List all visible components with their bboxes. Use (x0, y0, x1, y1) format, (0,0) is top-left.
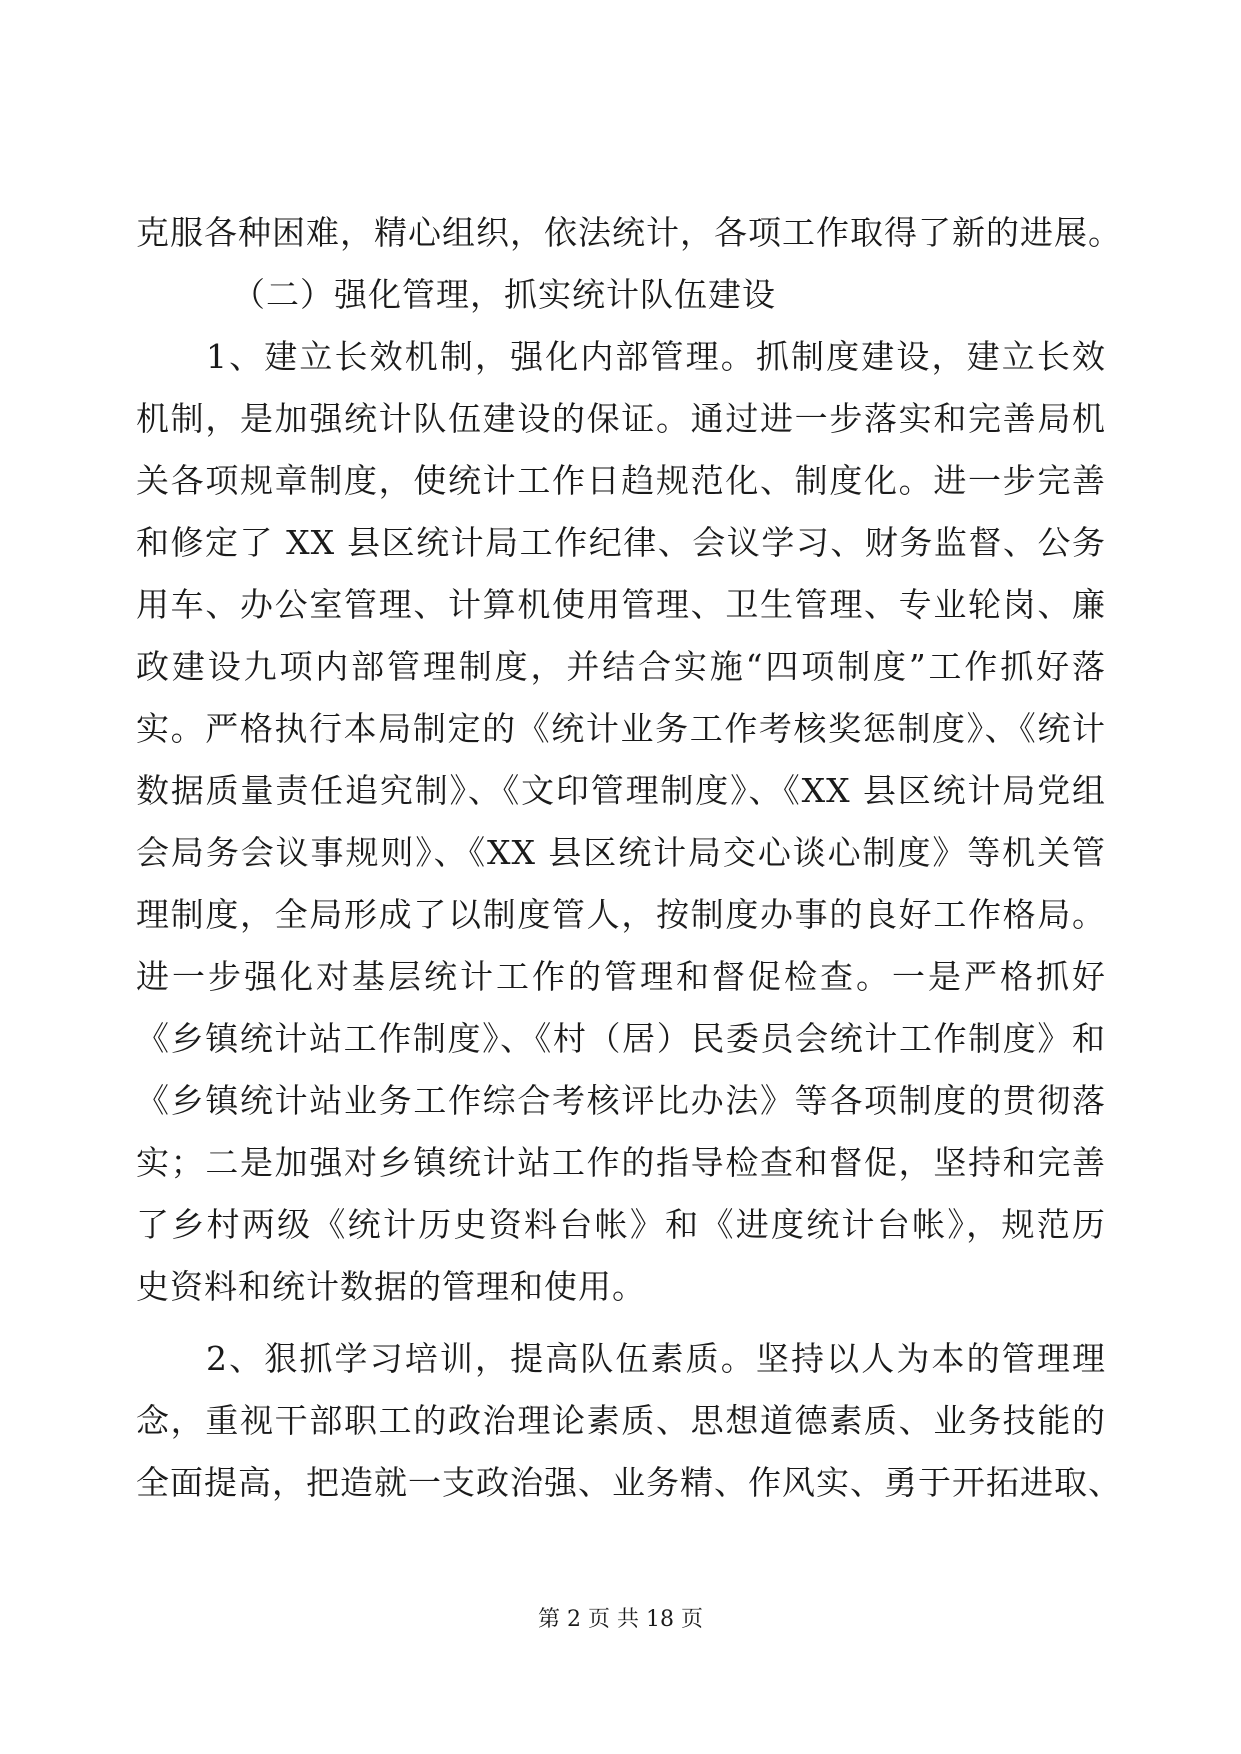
paragraph-line: 了乡村两级《统计历史资料台帐》和《进度统计台帐》，规范历 (136, 1205, 1106, 1244)
paragraph-line: 机制，是加强统计队伍建设的保证。通过进一步落实和完善局机 (136, 399, 1106, 438)
page-number-footer: 第 2 页 共 18 页 (538, 1607, 703, 1632)
paragraph-gap (136, 1318, 1106, 1328)
paragraph-line: 《乡镇统计站业务工作综合考核评比办法》等各项制度的贯彻落 (136, 1081, 1106, 1120)
paragraph-line: 政建设九项内部管理制度，并结合实施“四项制度”工作抓好落 (136, 647, 1106, 686)
document-body (136, 202, 1122, 1514)
paragraph-line: 实；二是加强对乡镇统计站工作的指导检查和督促，坚持和完善 (136, 1143, 1106, 1182)
paragraph-line: 念，重视干部职工的政治理论素质、思想道德素质、业务技能的 (136, 1401, 1106, 1440)
paragraph-line: 1、建立长效机制，强化内部管理。抓制度建设，建立长效 (206, 337, 1106, 376)
paragraph-line: 进一步强化对基层统计工作的管理和督促检查。一是严格抓好 (136, 957, 1106, 996)
paragraph-line: 理制度，全局形成了以制度管人，按制度办事的良好工作格局。 (136, 895, 1106, 934)
paragraph-line: 全面提高，把造就一支政治强、业务精、作风实、勇于开拓进取、 (136, 1463, 1122, 1502)
paragraph-line: 《乡镇统计站工作制度》、《村（居）民委员会统计工作制度》和 (136, 1019, 1106, 1058)
section-heading: （二）强化管理，抓实统计队伍建设 (232, 275, 776, 314)
paragraph-line: 用车、办公室管理、计算机使用管理、卫生管理、专业轮岗、廉 (136, 585, 1106, 624)
paragraph-line: 史资料和统计数据的管理和使用。 (136, 1267, 646, 1306)
paragraph-line: 2、狠抓学习培训，提高队伍素质。坚持以人为本的管理理 (206, 1339, 1106, 1378)
paragraph-line: 数据质量责任追究制》、《文印管理制度》、《XX 县区统计局党组 (136, 771, 1106, 810)
paragraph-line: 会局务会议事规则》、《XX 县区统计局交心谈心制度》等机关管 (136, 833, 1106, 872)
paragraph-line: 实。严格执行本局制定的《统计业务工作考核奖惩制度》、《统计 (136, 709, 1106, 748)
paragraph-line: 和修定了 XX 县区统计局工作纪律、会议学习、财务监督、公务 (136, 523, 1106, 562)
paragraph-line: 克服各种困难，精心组织，依法统计，各项工作取得了新的进展。 (136, 213, 1122, 252)
paragraph-line: 关各项规章制度，使统计工作日趋规范化、制度化。进一步完善 (136, 461, 1106, 500)
